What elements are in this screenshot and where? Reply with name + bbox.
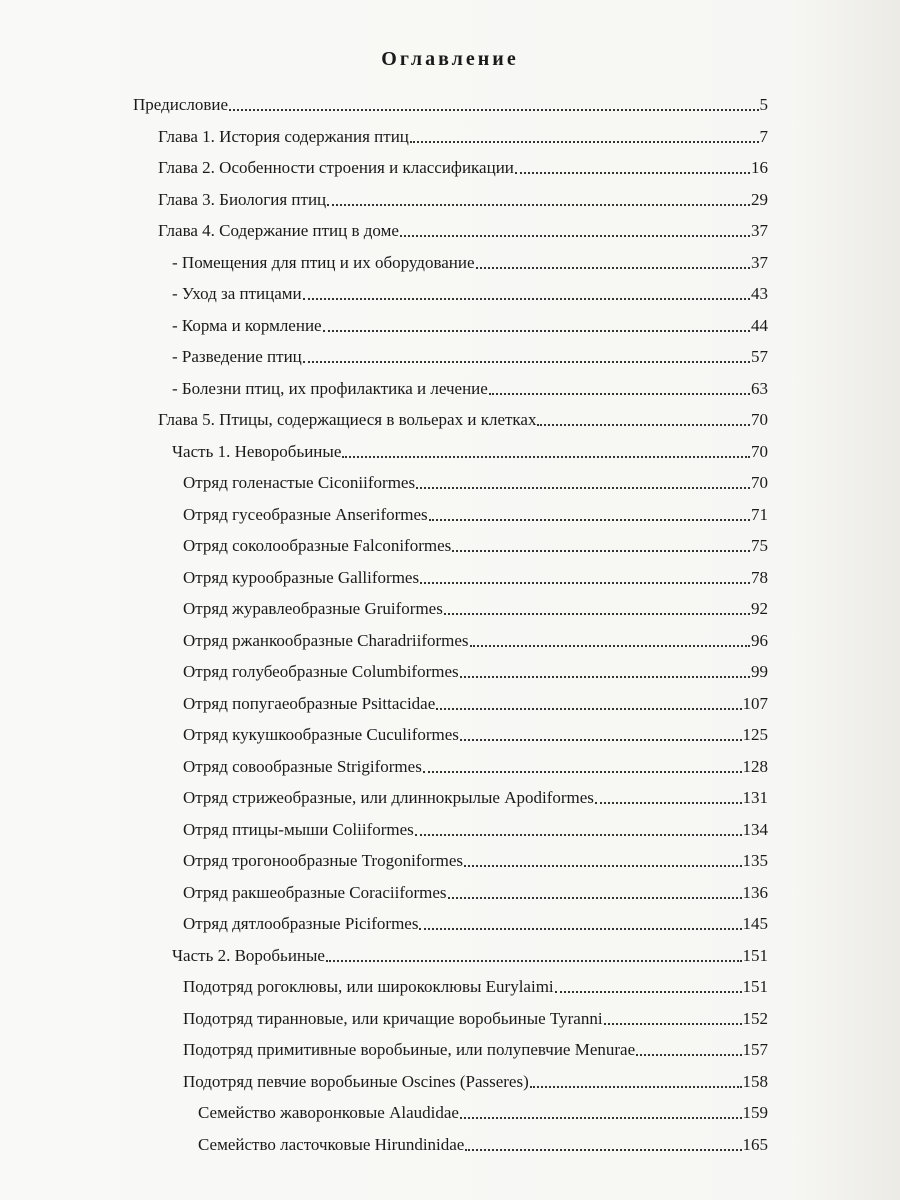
toc-leader-dots [410, 141, 759, 143]
toc-entry-title: Семейство ласточковые Hirundinidae [198, 1134, 465, 1154]
toc-entry [183, 976, 768, 998]
toc-entry-page: 70 [751, 410, 768, 429]
toc-entry [158, 409, 768, 431]
toc-leader-dots [419, 928, 741, 930]
toc-entry-page: 37 [751, 221, 768, 240]
toc-leader-dots [303, 298, 750, 300]
toc-entry [183, 472, 768, 494]
toc-leader-dots [436, 708, 741, 710]
toc-entry-title: - Уход за птицами [172, 284, 302, 303]
toc-entry-page: 125 [742, 725, 768, 744]
toc-entry [158, 126, 768, 148]
toc-leader-dots [530, 1086, 742, 1088]
toc-leader-dots [464, 865, 741, 867]
toc-entry-title: Отряд курообразные Galliformes [183, 567, 420, 587]
toc-entry-page: 151 [742, 977, 768, 996]
toc-leader-dots [465, 1149, 741, 1151]
toc-entry-page: 78 [751, 567, 768, 587]
toc-leader-dots [636, 1054, 741, 1056]
toc-entry-title: Отряд трогонообразные Trogoniformes [183, 851, 464, 870]
toc-entry [183, 724, 768, 746]
toc-entry-title: Отряд совообразные Strigiformes [183, 756, 422, 776]
toc-entry [183, 850, 768, 872]
toc-entry [172, 378, 768, 400]
toc-entry [158, 189, 768, 211]
toc-leader-dots [229, 109, 758, 111]
toc-leader-dots [400, 235, 750, 237]
toc-entry-page: 92 [751, 599, 768, 618]
toc-entry-title: Отряд гусеобразные Anseriformes [183, 504, 428, 524]
toc-entry-page: 29 [751, 189, 768, 209]
toc-entry-page: 16 [751, 158, 768, 177]
toc-leader-dots [555, 991, 742, 993]
toc-leader-dots [444, 613, 750, 615]
toc-leader-dots [452, 550, 750, 552]
toc-leader-dots [470, 645, 750, 647]
toc-entry-title: Глава 2. Особенности строения и классификации [158, 158, 514, 177]
toc-entry-page: 157 [742, 1040, 768, 1059]
toc-entry-title: Отряд кукушкообразные Cuculiformes [183, 725, 459, 744]
toc-entry [158, 220, 768, 242]
toc-entry-title: Глава 5. Птицы, содержащиеся в вольерах и клетках [158, 410, 537, 429]
toc-entry [172, 315, 768, 337]
toc-entry-title: - Разведение птиц [172, 347, 302, 366]
toc-entry-title: Отряд голенастые Ciconiiformes [183, 473, 416, 492]
toc-entry [133, 94, 768, 116]
toc-entry-title: Глава 3. Биология птиц [158, 189, 327, 209]
toc-entry [172, 945, 768, 967]
toc-entry-title: Отряд ржанкообразные Charadriiformes [183, 630, 469, 650]
toc-entry-title: - Болезни птиц, их профилактика и лечение [172, 378, 488, 398]
toc-entry [172, 283, 768, 305]
toc-entry-title: Подотряд примитивные воробьиные, или полупевчие Menurae [183, 1040, 636, 1059]
toc-entry-title: Семейство жаворонковые Alaudidae [198, 1103, 459, 1122]
toc-leader-dots [423, 771, 742, 773]
toc-entry [198, 1102, 768, 1124]
toc-leader-dots [460, 739, 742, 741]
toc-entry [183, 693, 768, 715]
toc-entry-title: Глава 4. Содержание птиц в доме [158, 221, 399, 240]
toc-entry-title: Отряд соколообразные Falconiformes [183, 536, 452, 555]
toc-leader-dots [323, 330, 750, 332]
toc-entry [183, 913, 768, 935]
toc-entry-title: - Корма и кормление [172, 315, 322, 335]
toc-entry-title: Отряд птицы-мыши Coliiformes [183, 819, 414, 839]
toc-entry-page: 134 [742, 819, 768, 839]
toc-entry-title: Подотряд рогоклювы, или ширококлювы Eurylaimi [183, 977, 554, 996]
toc-entry [172, 441, 768, 463]
toc-entry-title: Отряд стрижеобразные, или длиннокрылые Apodiformes [183, 788, 594, 807]
toc-entry-page: 7 [759, 126, 768, 146]
toc-entry-page: 44 [751, 315, 768, 335]
toc-entry [183, 1071, 768, 1093]
toc-leader-dots [476, 267, 750, 269]
page-edge-shadow [790, 0, 900, 1200]
toc-leader-dots [448, 897, 742, 899]
toc-title: Оглавление [381, 48, 519, 70]
toc-entry-page: 70 [751, 441, 768, 461]
toc-entry [183, 819, 768, 841]
toc-entry [183, 756, 768, 778]
toc-leader-dots [303, 361, 750, 363]
toc-entry [183, 1008, 768, 1030]
toc-leader-dots [326, 960, 742, 962]
toc-entry-page: 57 [751, 347, 768, 366]
toc-entry-page: 75 [751, 536, 768, 555]
toc-entry-page: 136 [742, 882, 768, 902]
toc-entry [183, 598, 768, 620]
toc-leader-dots [420, 582, 750, 584]
toc-entry-page: 165 [742, 1134, 768, 1154]
toc-entry-page: 37 [751, 252, 768, 272]
toc-entry-title: Отряд журавлеобразные Gruiformes [183, 599, 443, 618]
toc-entry [183, 787, 768, 809]
toc-entry-title: Подотряд певчие воробьиные Oscines (Passeres) [183, 1071, 529, 1091]
toc-entry-page: 5 [759, 95, 768, 114]
toc-entry-page: 151 [742, 945, 768, 965]
toc-entry-page: 107 [742, 693, 768, 713]
toc-entry [183, 661, 768, 683]
toc-entry-page: 131 [742, 788, 768, 807]
toc-entry [158, 157, 768, 179]
toc-entry-page: 145 [742, 914, 768, 933]
toc-entry-title: - Помещения для птиц и их оборудование [172, 252, 475, 272]
toc-entry-page: 70 [751, 473, 768, 492]
toc-leader-dots [327, 204, 750, 206]
toc-leader-dots [460, 676, 750, 678]
toc-entry [183, 567, 768, 589]
toc-entry [172, 346, 768, 368]
toc-leader-dots [604, 1023, 742, 1025]
toc-entry-page: 152 [742, 1008, 768, 1028]
toc-entry [183, 882, 768, 904]
toc-entry-title: Отряд ракшеобразные Coraciiformes [183, 882, 447, 902]
toc-entry-page: 43 [751, 284, 768, 303]
toc-entry-page: 128 [742, 756, 768, 776]
toc-leader-dots [537, 424, 750, 426]
toc-entry-title: Часть 2. Воробьиные [172, 945, 325, 965]
toc-leader-dots [595, 802, 742, 804]
toc-entry-title: Предисловие [133, 95, 229, 114]
toc-entry-page: 159 [742, 1103, 768, 1122]
toc-entry [172, 252, 768, 274]
toc-entry-page: 99 [751, 662, 768, 681]
toc-entry [183, 535, 768, 557]
toc-entry-title: Отряд попугаеобразные Psittacidae [183, 693, 436, 713]
toc-leader-dots [342, 456, 750, 458]
toc-leader-dots [429, 519, 750, 521]
toc-entry-title: Отряд дятлообразные Piciformes [183, 914, 419, 933]
toc-entry [183, 1039, 768, 1061]
toc-leader-dots [515, 172, 750, 174]
toc-leader-dots [460, 1117, 742, 1119]
toc-entry-title: Отряд голубеобразные Columbiformes [183, 662, 459, 681]
toc-entry-title: Подотряд тиранновые, или кричащие воробьиные Tyranni [183, 1008, 603, 1028]
toc-leader-dots [489, 393, 750, 395]
toc-leader-dots [416, 487, 750, 489]
toc-entry [183, 504, 768, 526]
toc-entry-page: 96 [751, 630, 768, 650]
toc-entry-page: 158 [742, 1071, 768, 1091]
toc-entry-page: 135 [742, 851, 768, 870]
toc-leader-dots [415, 834, 742, 836]
toc-entry-title: Глава 1. История содержания птиц [158, 126, 409, 146]
toc-entry-page: 71 [751, 504, 768, 524]
toc-entry [183, 630, 768, 652]
toc-entry [198, 1134, 768, 1156]
toc-entry-page: 63 [751, 378, 768, 398]
toc-entry-title: Часть 1. Неворобьиные [172, 441, 342, 461]
